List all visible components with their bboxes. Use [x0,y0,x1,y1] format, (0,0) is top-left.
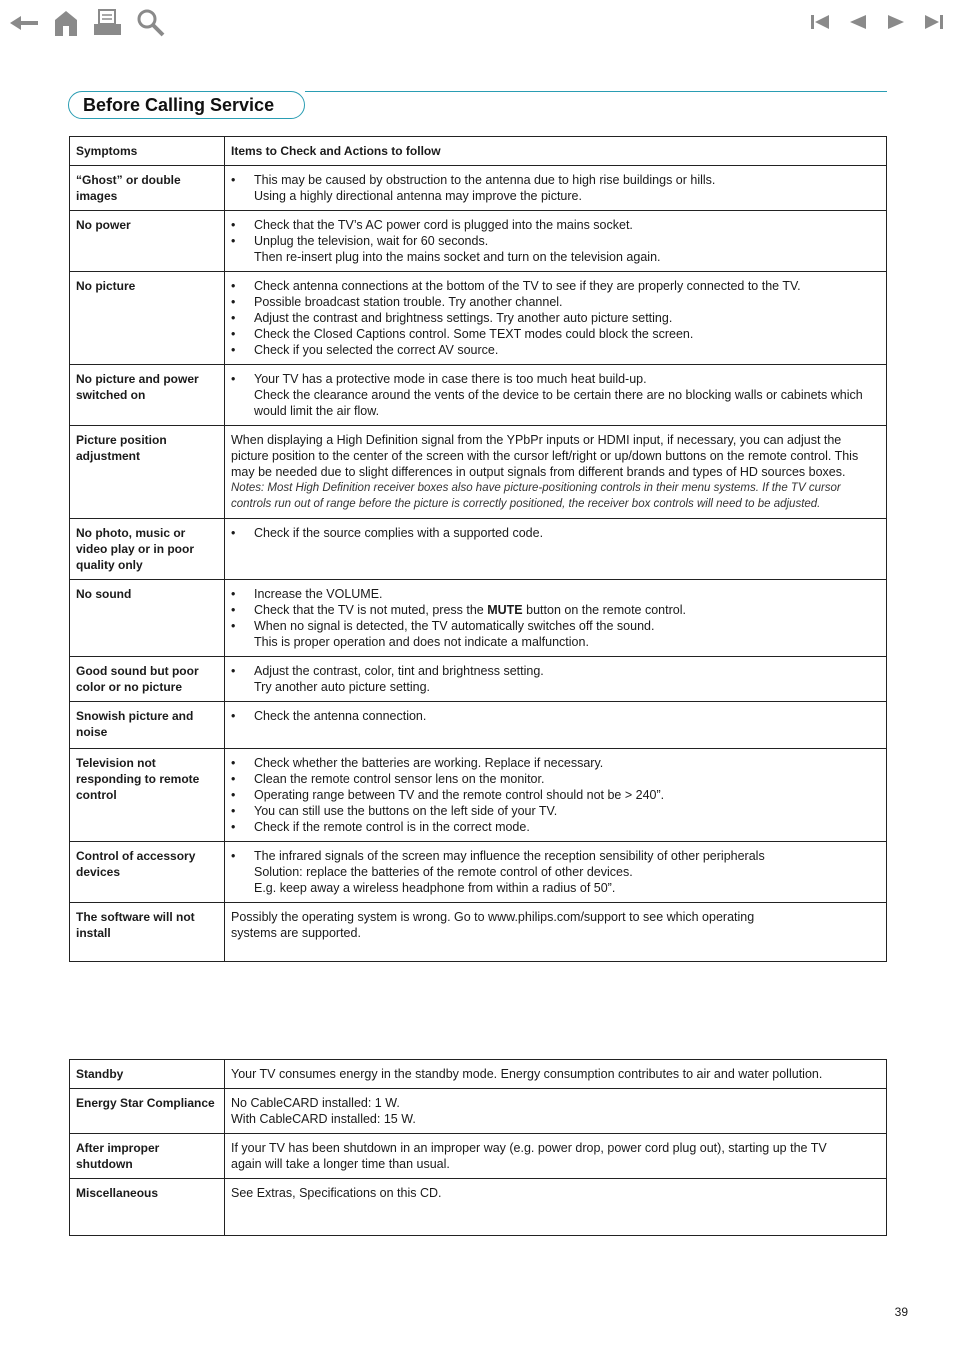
text-shutdown: If your TV has been shutdown in an improper way (e.g. power drop, power cord plug out), starting up the TV again will take a longer time than usual. [225,1134,887,1179]
table-row [70,657,887,702]
list-item: • When no signal is detected, the TV automatically switches off the sound. [231,618,880,634]
symptom-no-power: No power [70,211,225,272]
page-number: 39 [894,1305,908,1319]
table-row [70,365,887,426]
print-icon[interactable] [92,8,124,38]
list-item-continued: Check the clearance around the vents of the device to be certain there are no blocking walls or cabinets which would limit the air flow. [254,388,863,418]
back-arrow-icon[interactable] [8,8,40,38]
header-actions: Items to Check and Actions to follow [225,137,887,166]
mute-key-label: MUTE [487,603,523,617]
table-row [70,749,887,842]
energy-info-table [69,1059,887,1236]
table-row [70,903,887,962]
note: Notes: Most High Definition receiver boxes also have picture-positioning controls in their menu systems. If the TV cursor controls run out of range before the picture is correctly positioned, the receiver box controls will need to be adjusted. [231,482,841,510]
title-rule [305,91,887,92]
search-icon[interactable] [136,8,166,38]
label-standby: Standby [70,1060,225,1089]
list-item: • Check if you selected the correct AV source. [231,342,880,358]
list-item: • You can still use the buttons on the left side of your TV. [231,803,880,819]
list-item: • The infrared signals of the screen may influence the reception sensibility of other peripherals [231,848,880,864]
list-item: • Clean the remote control sensor lens on the monitor. [231,771,880,787]
table-row [70,1089,887,1134]
table-row [70,211,887,272]
table-row [70,1134,887,1179]
top-nav-right [808,10,946,34]
paragraph: When displaying a High Definition signal from the YPbPr inputs or HDMI input, if necessary, you can adjust the picture position to the center of the screen with the cursor left/right or up/down buttons on the remote control. This may be needed due to slight differences in output signals from different brands and types of HD sources boxes. [231,433,859,479]
actions-ghost [225,166,887,211]
list-item: • Check antenna connections at the bottom of the TV to see if they are properly connected to the TV. [231,278,880,294]
list-item: • Operating range between TV and the remote control should not be > 240”. [231,787,880,803]
table-row [70,272,887,365]
troubleshooting-table [69,136,887,962]
last-page-icon[interactable] [922,10,946,34]
actions-remote [225,749,887,842]
actions-no-picture-power [225,365,887,426]
list-item: • This may be caused by obstruction to the antenna due to high rise buildings or hills. [231,172,880,188]
energy-line: With CableCARD installed: 15 W. [231,1112,416,1126]
symptom-snowish: Snowish picture and noise [70,702,225,749]
table-row [70,166,887,211]
table-row [70,580,887,657]
text-misc: See Extras, Specifications on this CD. [225,1179,887,1236]
table-row [70,426,887,519]
list-item-continued: This is proper operation and does not indicate a malfunction. [254,635,589,649]
actions-no-picture [225,272,887,365]
list-item: • Increase the VOLUME. [231,586,880,602]
table-row [70,702,887,749]
symptom-no-photo: No photo, music or video play or in poor quality only [70,519,225,580]
list-item: • Check if the source complies with a supported code. [231,525,880,541]
symptom-no-sound: No sound [70,580,225,657]
label-misc: Miscellaneous [70,1179,225,1236]
table-row [70,842,887,903]
symptom-picture-position: Picture position adjustment [70,426,225,519]
list-item-text: Check that the TV is not muted, press the [254,603,484,617]
list-item: • Your TV has a protective mode in case there is too much heat build-up. [231,371,880,387]
symptom-no-picture-power: No picture and power switched on [70,365,225,426]
actions-software [225,903,887,962]
list-item: • Unplug the television, wait for 60 seconds. [231,233,880,249]
actions-accessory [225,842,887,903]
list-item-continued: Try another auto picture setting. [254,680,431,694]
table-row [70,1060,887,1089]
list-item: • Check whether the batteries are working. Replace if necessary. [231,755,880,771]
page-title: Before Calling Service [68,91,305,119]
top-nav-left [8,8,166,38]
list-item: • Check if the remote control is in the correct mode. [231,819,880,835]
list-item [231,602,880,618]
label-shutdown: After improper shutdown [70,1134,225,1179]
list-item-text: button on the remote control. [526,603,686,617]
label-energy-star: Energy Star Compliance [70,1089,225,1134]
list-item: • Adjust the contrast, color, tint and brightness setting. [231,663,880,679]
table-row [70,1179,887,1236]
list-item: • Check that the TV’s AC power cord is plugged into the mains socket. [231,217,880,233]
next-page-icon[interactable] [884,10,908,34]
symptom-ghost: “Ghost” or double images [70,166,225,211]
list-item: • Possible broadcast station trouble. Try another channel. [231,294,880,310]
list-item-continued: Using a highly directional antenna may improve the picture. [254,189,582,203]
symptom-remote: Television not responding to remote control [70,749,225,842]
previous-page-icon[interactable] [846,10,870,34]
first-page-icon[interactable] [808,10,832,34]
list-item-continued: E.g. keep away a wireless headphone from within a radius of 50”. [254,881,616,895]
table-header-row [70,137,887,166]
list-item-continued: Solution: replace the batteries of the remote control of other devices. [254,865,633,879]
actions-good-sound [225,657,887,702]
list-item: • Adjust the contrast and brightness settings. Try another auto picture setting. [231,310,880,326]
symptom-accessory: Control of accessory devices [70,842,225,903]
table-row [70,519,887,580]
text-energy-star [225,1089,887,1134]
actions-no-sound [225,580,887,657]
actions-picture-position [225,426,887,519]
header-symptoms: Symptoms [70,137,225,166]
paragraph: Possibly the operating system is wrong. Go to www.philips.com/support to see which operating systems are supported. [231,910,755,940]
list-item: • Check the antenna connection. [231,708,880,724]
home-icon[interactable] [52,8,80,38]
list-item-continued: Then re-insert plug into the mains socket and turn on the television again. [254,250,661,264]
text-standby: Your TV consumes energy in the standby mode. Energy consumption contributes to air and water pollution. [225,1060,887,1089]
actions-no-power [225,211,887,272]
list-item: • Check the Closed Captions control. Some TEXT modes could block the screen. [231,326,880,342]
actions-snowish [225,702,887,749]
energy-line: No CableCARD installed: 1 W. [231,1096,400,1110]
actions-no-photo [225,519,887,580]
symptom-good-sound: Good sound but poor color or no picture [70,657,225,702]
symptom-software: The software will not install [70,903,225,962]
symptom-no-picture: No picture [70,272,225,365]
